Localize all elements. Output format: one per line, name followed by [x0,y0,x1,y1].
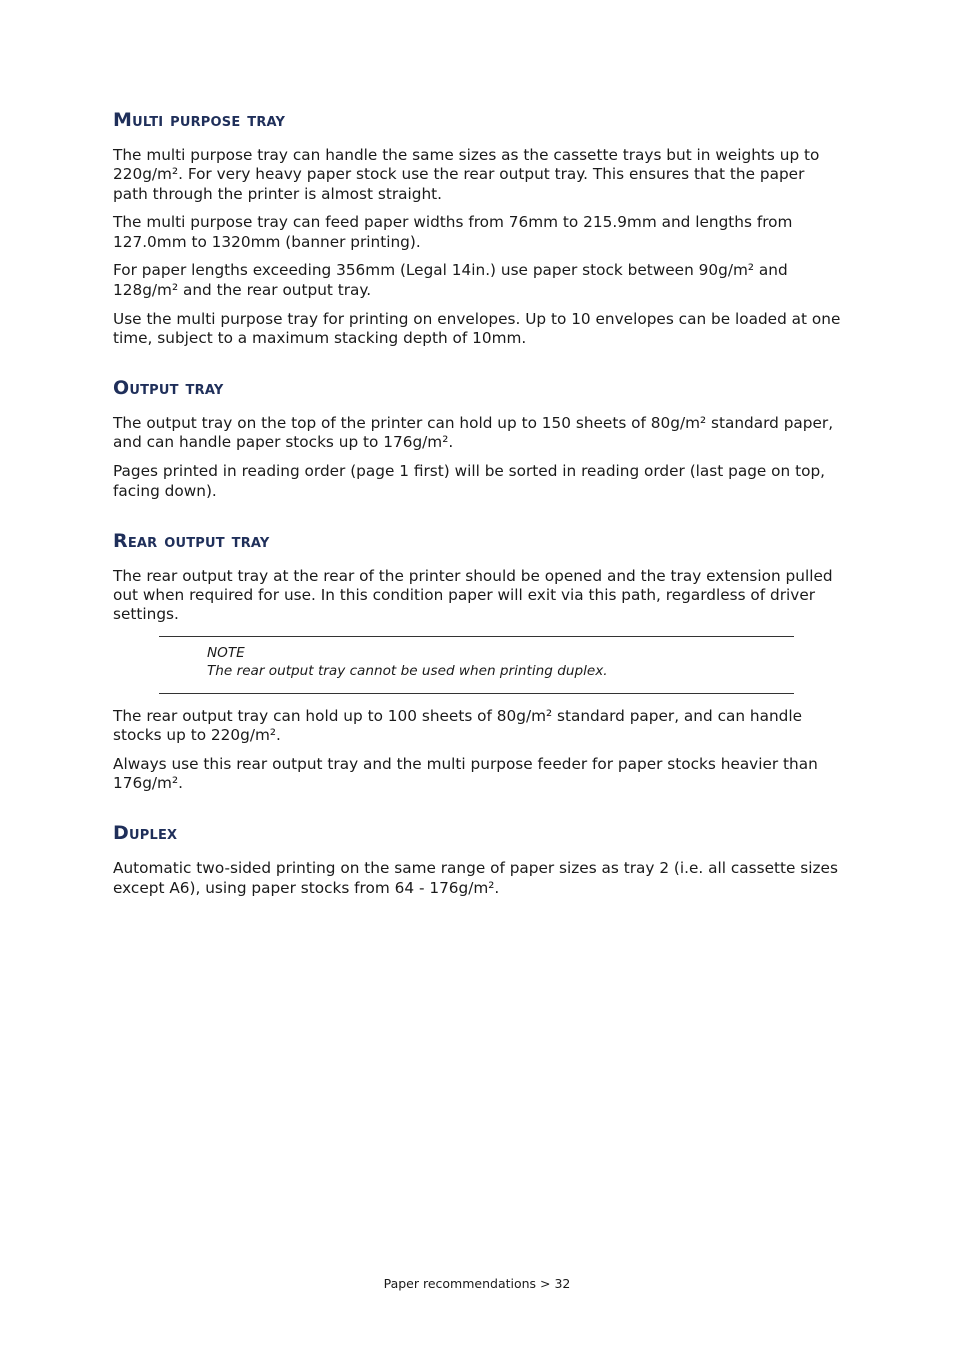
heading-rear-output-tray: Rear output tray [113,529,270,552]
document-body [113,106,843,924]
paragraph: The rear output tray at the rear of the printer should be opened and the tray extension pulled out when required for use. In this condition paper will exit via this path, regardless of driver settings. [113,566,833,624]
note-label: NOTE [207,644,245,661]
paragraph: Automatic two-sided printing on the same range of paper sizes as tray 2 (i.e. all cassette sizes except A6), using paper stocks from 64 - 176g/m². [113,859,838,897]
note-text: The rear output tray cannot be used when printing duplex. [207,662,608,679]
section-multi-purpose-tray [113,106,843,348]
paragraph: The multi purpose tray can handle the same sizes as the cassette trays but in weights up to 220g/m². For very heavy paper stock use the rear output tray. This ensures that the paper path through the printer is almost straight. [113,146,820,203]
page-footer: Paper recommendations > 32 [383,1276,571,1291]
paragraph: Always use this rear output tray and the multi purpose feeder for paper stocks heavier than 176g/m². [113,754,818,793]
heading-multi-purpose-tray: Multi purpose tray [113,109,286,131]
paragraph: The rear output tray can hold up to 100 sheets of 80g/m² standard paper, and can handle stocks up to 220g/m². [113,706,803,745]
paragraph: The multi purpose tray can feed paper widths from 76mm to 215.9mm and lengths from 127.0mm to 1320mm (banner printing). [113,213,793,251]
paragraph: Pages printed in reading order (page 1 first) will be sorted in reading order (last page on top, facing down). [113,462,826,500]
section-output-tray [113,374,843,501]
heading-output-tray: Output tray [113,377,224,400]
paragraph: Use the multi purpose tray for printing on envelopes. Up to 10 envelopes can be loaded at one time, subject to a maximum stacking depth of 10mm. [113,309,841,347]
section-duplex [113,819,843,898]
paragraph: The output tray on the top of the printer can hold up to 150 sheets of 80g/m² standard paper, and can handle paper stocks up to 176g/m². [113,414,834,452]
heading-duplex: Duplex [113,822,178,845]
note-box [159,636,794,694]
section-rear-output-tray [113,527,843,794]
paragraph: For paper lengths exceeding 356mm (Legal 14in.) use paper stock between 90g/m² and 128g/m² and the rear output tray. [113,261,788,299]
